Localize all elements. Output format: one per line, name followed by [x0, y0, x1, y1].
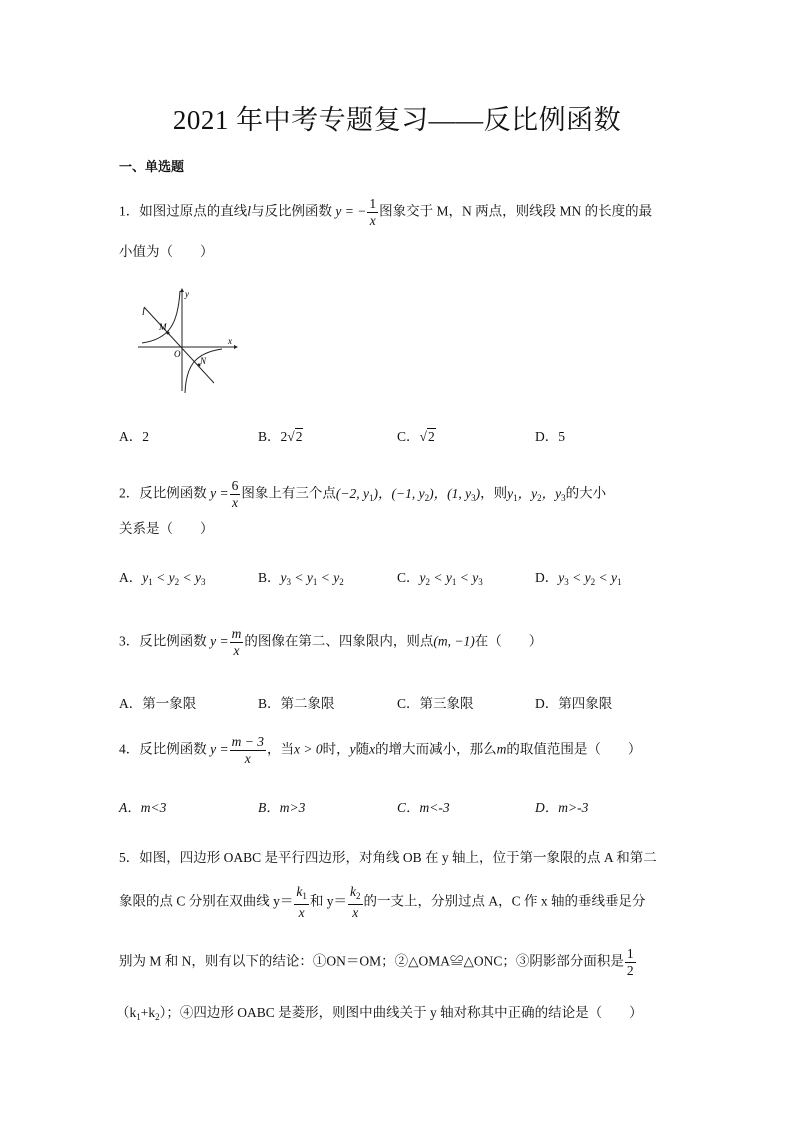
q1-option-b-math: 2√2 [280, 429, 303, 444]
q2-point-3: ，(1, $y_3$) [433, 485, 481, 503]
q4-after5: 的取值范围是（ ） [506, 741, 642, 757]
q3-option-b[interactable]: B．第二象限 [258, 696, 335, 711]
point-M [167, 332, 170, 335]
q4-eq-y: y = [210, 741, 229, 757]
q5-frac-half: $\frac{1}{2}$ [626, 946, 634, 978]
page-title: 2021 年中考专题复习——反比例函数 [172, 105, 622, 135]
q2-tail: ，则 [480, 485, 508, 501]
q4-m-var: m [496, 741, 507, 757]
q3-prefix: 3．反比例函数 [119, 633, 207, 649]
q1-mid: 与反比例函数 [251, 203, 333, 219]
q2-point-1: (−2, $y_1$) [335, 485, 378, 503]
q2-point-2: ，(−1, $y_2$) [377, 485, 434, 503]
q4-x-var: x [369, 741, 376, 757]
q3-fraction [230, 626, 244, 659]
q4-option-d[interactable]: D．m>-3 [535, 800, 589, 815]
q2-option-d[interactable]: D．$y_3 < y_2 < y_1$ [535, 570, 622, 587]
q2-prefix: 2．反比例函数 [119, 485, 207, 501]
label-O: O [174, 349, 181, 359]
q3-point: (m, −1) [433, 633, 475, 649]
q1-line-l: l [247, 203, 252, 219]
question-5-line2 [119, 884, 646, 921]
question-3 [119, 626, 542, 659]
q1-option-c[interactable] [397, 425, 436, 445]
q1-option-b-label: B． [258, 429, 281, 444]
q2-option-b[interactable]: B．$y_3 < y_1 < y_2$ [258, 570, 344, 587]
hyperbola-branch-2 [142, 291, 180, 343]
q3-option-c[interactable]: C．第三象限 [397, 696, 474, 711]
q4-option-c[interactable]: C．m<-3 [397, 800, 450, 815]
q4-y-var: y [349, 741, 356, 757]
q5-line3: 别为 M 和 N，则有以下的结论：①ON＝OM；②△OMA≌△ONC；③阴影部分面积是 [119, 953, 624, 969]
question-2 [119, 478, 606, 511]
label-y: y [185, 289, 189, 299]
q1-fraction [367, 196, 378, 229]
q1-eq-y: y = − [335, 203, 367, 219]
line-l [144, 307, 214, 383]
q3-tail: 在（ ） [474, 633, 543, 649]
section-heading: 一、单选题 [119, 159, 185, 174]
q5-frac-k2: $\frac{k_2}{x}$ [350, 884, 361, 920]
q4-after3: 随 [355, 741, 370, 757]
q2-option-c[interactable]: C．$y_2 < y_1 < y_3$ [397, 570, 483, 587]
q5-frac-k1: $\frac{k_1}{x}$ [296, 884, 307, 920]
question-5-line3 [119, 946, 637, 979]
label-x: x [228, 336, 232, 346]
q5-line2a: 象限的点 C 分别在双曲线 y＝ [119, 893, 294, 909]
q2-option-a[interactable]: A．$y_1 < y_2 < y_3$ [119, 570, 206, 587]
question-4 [119, 734, 641, 767]
label-N: N [200, 356, 207, 366]
q1-after: 图象交于 M，N 两点，则线段 MN 的长度的最 [379, 203, 653, 219]
q4-after4: 的增大而减小，那么 [375, 741, 497, 757]
q1-option-c-label: C． [397, 429, 420, 444]
q2-eq-y: y = [210, 485, 229, 501]
question-2-line2: 关系是（ ） [119, 521, 214, 536]
q3-option-a[interactable]: A．第一象限 [119, 696, 197, 711]
q4-after1: ，当 [266, 741, 294, 757]
q2-ys: $y_1$，$y_2$，$y_3$ [507, 485, 566, 503]
y-axis-arrow [180, 288, 184, 292]
q2-after: 图象上有三个点 [241, 485, 336, 501]
q1-num: 1 [369, 196, 377, 211]
label-l: l [142, 307, 145, 318]
q3-option-d[interactable]: D．第四象限 [535, 696, 613, 711]
q2-den: x [231, 495, 238, 510]
q2-tail2: 的大小 [565, 485, 607, 501]
question-1 [119, 196, 652, 229]
q1-option-b[interactable] [258, 425, 303, 445]
q3-num: m [231, 626, 242, 641]
q5-line2b: 和 y＝ [309, 893, 348, 909]
q3-eq-y: y = [210, 633, 229, 649]
q4-den: x [244, 751, 251, 766]
question-1-line2: 小值为（ ） [119, 244, 214, 259]
q1-option-a[interactable]: A．2 [119, 429, 149, 444]
q1-option-c-math: √2 [419, 429, 435, 444]
q4-num: m − 3 [231, 734, 264, 749]
q1-den: x [369, 213, 376, 228]
x-axis-arrow [234, 345, 238, 349]
q4-option-b[interactable]: B．m>3 [258, 800, 306, 815]
label-M: M [159, 322, 167, 332]
q2-num: 6 [231, 478, 239, 493]
question-5-line4: $(k_1+k_2)$；④四边形 OABC 是菱形，则图中曲线关于 y 轴对称其中正确的结论是（ ） [116, 1005, 643, 1022]
q4-after2: 时， [322, 741, 350, 757]
q3-den: x [233, 643, 240, 658]
q1-prefix: 1．如图过原点的直线 [119, 203, 248, 219]
q4-option-a[interactable]: A．m<3 [119, 800, 167, 815]
question-5-line1: 5．如图，四边形 OABC 是平行四边形，对角线 OB 在 y 轴上，位于第一象限的点 A 和第二 [119, 850, 657, 865]
q3-after: 的图像在第二、四象限内，则点 [244, 633, 434, 649]
q4-cond: x > 0 [293, 741, 323, 757]
q1-figure [130, 283, 240, 395]
q4-fraction [230, 734, 266, 767]
q2-fraction [230, 478, 241, 511]
q4-prefix: 4．反比例函数 [119, 741, 207, 757]
q1-option-d[interactable]: D．5 [535, 429, 565, 444]
q5-line2c: 的一支上，分别过点 A，C 作 x 轴的垂线垂足分 [363, 893, 646, 909]
